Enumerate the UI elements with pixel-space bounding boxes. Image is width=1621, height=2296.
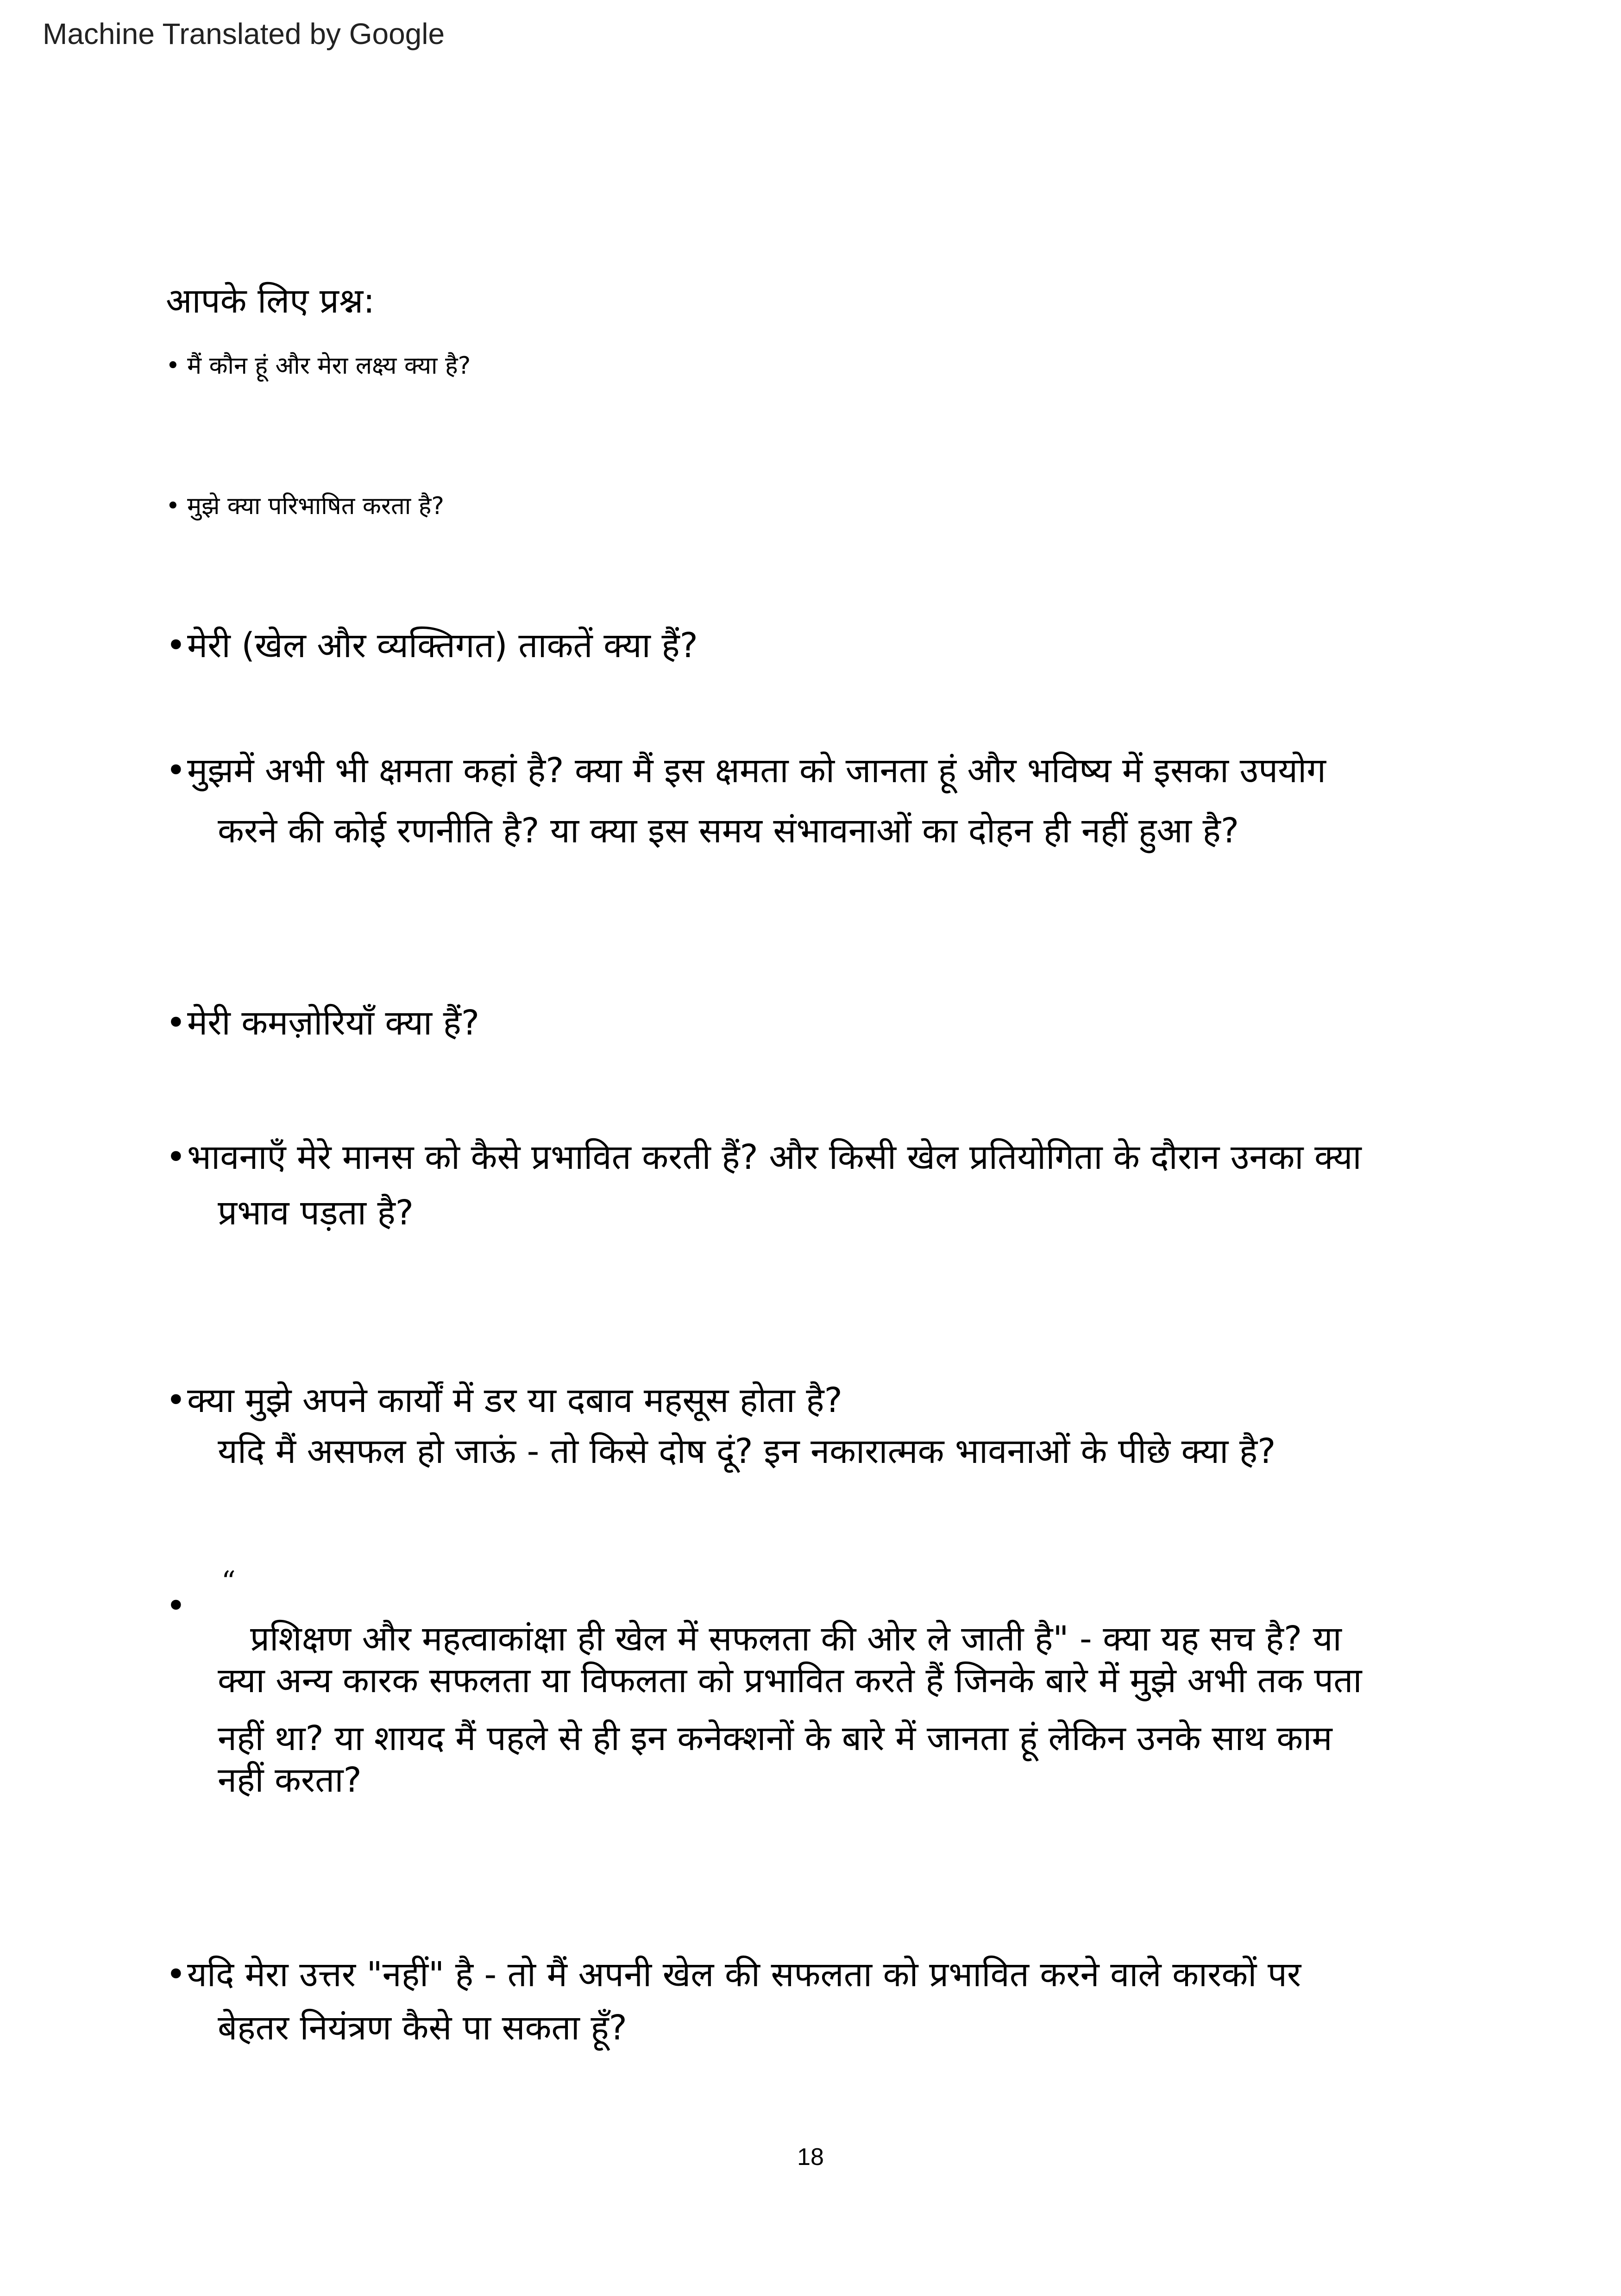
question-8-line-4: नहीं करता? (218, 1760, 362, 1800)
bullet: • (166, 1003, 186, 1043)
question-9 (166, 1950, 1301, 1996)
bullet: • (166, 1380, 186, 1420)
question-8-line-3: नहीं था? या शायद मैं पहले से ही इन कनेक्शनों के बारे में जानता हूं लेकिन उनके साथ काम (218, 1719, 1332, 1758)
bullet: • (166, 492, 180, 520)
question-6 (166, 1132, 1362, 1179)
question-6-continued: प्रभाव पड़ता है? (218, 1193, 414, 1233)
question-text: मुझमें अभी भी क्षमता कहां है? क्या मैं इस क्षमता को जानता हूं और भविष्य में इसका उपयोग (187, 751, 1326, 790)
question-text: भावनाएँ मेरे मानस को कैसे प्रभावित करती हैं? और किसी खेल प्रतियोगिता के दौरान उनका क्या (187, 1137, 1362, 1177)
question-2 (166, 489, 444, 521)
question-9-continued: बेहतर नियंत्रण कैसे पा सकता हूँ? (218, 2008, 627, 2048)
question-3 (166, 621, 698, 667)
question-4 (166, 746, 1326, 792)
bullet: • (166, 626, 186, 665)
question-text: क्या मुझे अपने कार्यों में डर या दबाव महसूस होता है? (187, 1380, 842, 1420)
page-heading: आपके लिए प्रश्न: (166, 281, 375, 321)
question-7-continued: यदि मैं असफल हो जाऊं - तो किसे दोष दूं? इन नकारात्मक भावनाओं के पीछे क्या है? (218, 1431, 1276, 1471)
question-1 (166, 348, 471, 381)
translation-banner: Machine Translated by Google (43, 17, 445, 50)
question-8-line-2: क्या अन्य कारक सफलता या विफलता को प्रभावित करते हैं जिनके बारे में मुझे अभी तक पता (218, 1661, 1362, 1700)
bullet: • (166, 352, 180, 380)
question-text: मेरी कमज़ोरियाँ क्या हैं? (187, 1003, 480, 1043)
opening-quote: “ (221, 1565, 236, 1598)
question-text: मैं कौन हूं और मेरा लक्ष्य क्या है? (187, 352, 471, 380)
question-text: यदि मेरा उत्तर "नहीं" है - तो मैं अपनी खेल की सफलता को प्रभावित करने वाले कारकों पर (187, 1955, 1301, 1995)
question-8: प्रशिक्षण और महत्वाकांक्षा ही खेल में सफलता की ओर ले जाती है" - क्या यह सच है? या (250, 1619, 1342, 1659)
question-8-bullet: • (166, 1586, 186, 1626)
question-7 (166, 1375, 842, 1422)
page-number: 18 (797, 2144, 824, 2171)
question-text: मुझे क्या परिभाषित करता है? (187, 492, 444, 520)
question-text: मेरी (खेल और व्यक्तिगत) ताकतें क्या हैं? (187, 626, 698, 665)
bullet: • (166, 751, 186, 790)
bullet: • (166, 1955, 186, 1995)
question-5 (166, 998, 479, 1045)
question-4-continued: करने की कोई रणनीति है? या क्या इस समय संभावनाओं का दोहन ही नहीं हुआ है? (218, 811, 1239, 851)
bullet: • (166, 1137, 186, 1177)
